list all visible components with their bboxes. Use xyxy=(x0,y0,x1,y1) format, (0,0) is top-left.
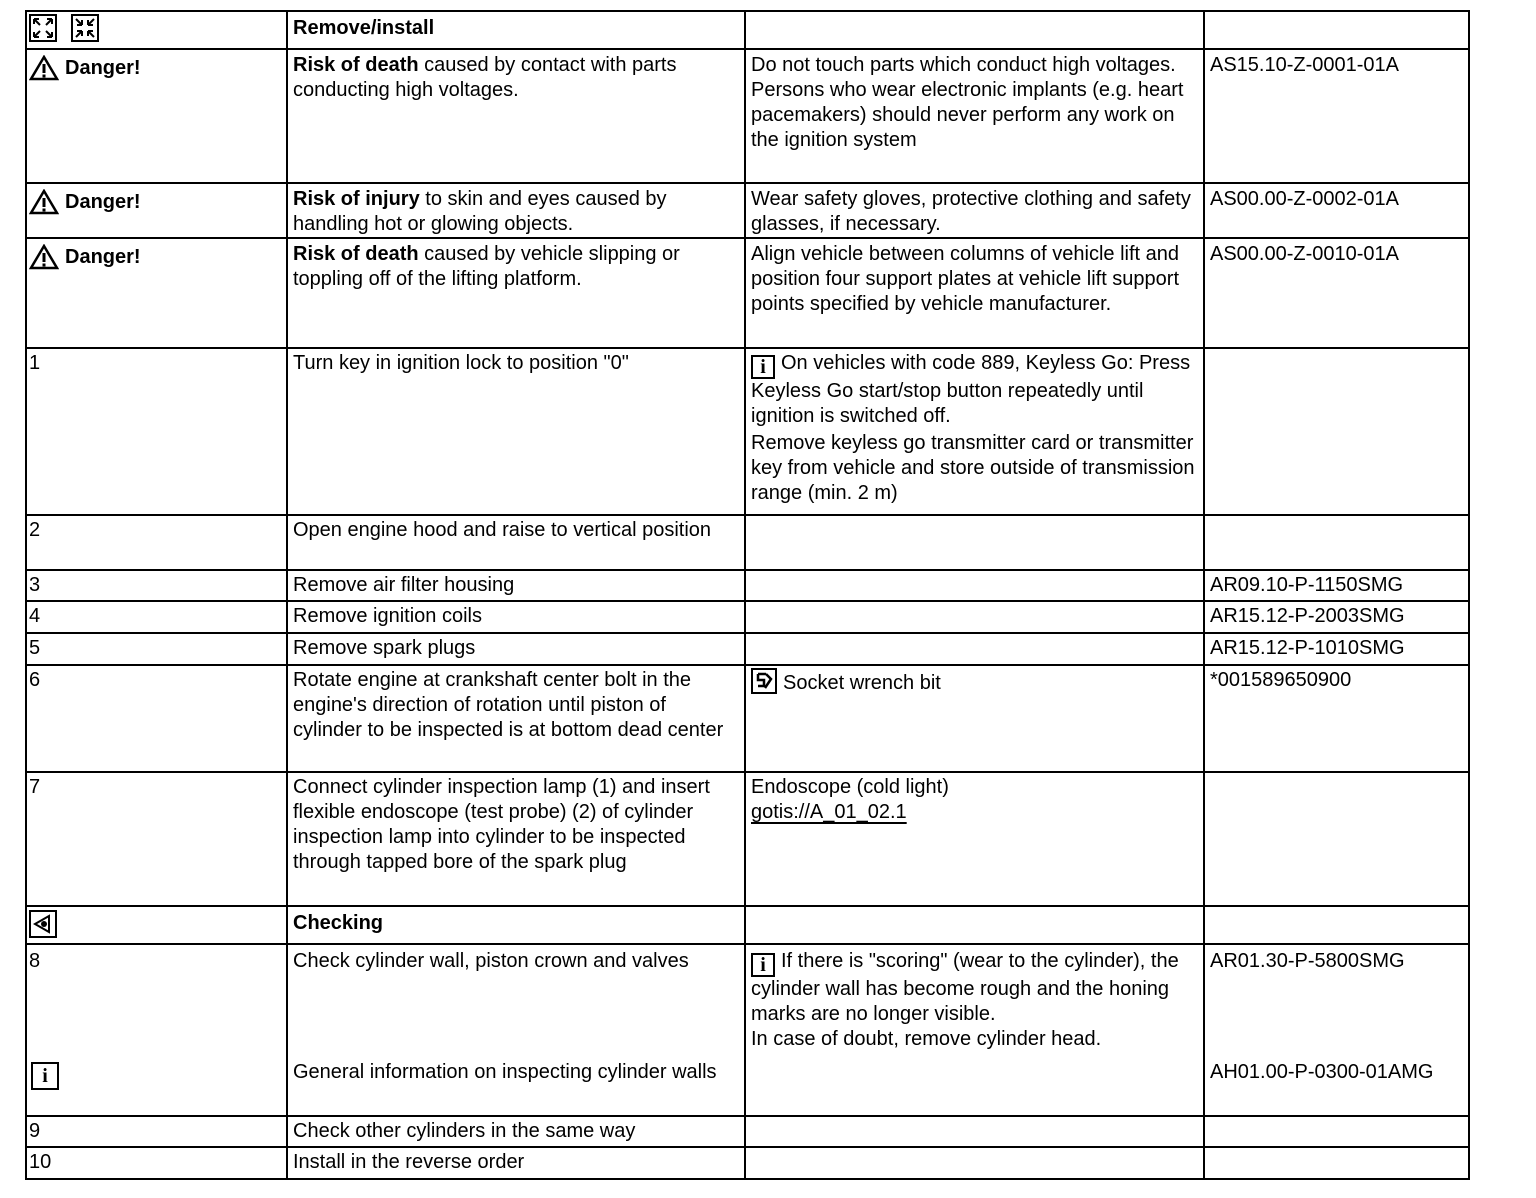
step-number: 10 xyxy=(26,1147,287,1179)
header-row xyxy=(26,11,1469,49)
empty-cell xyxy=(745,1116,1204,1147)
reference-link[interactable]: AS00.00-Z-0010-01A xyxy=(1204,238,1469,348)
reference-link[interactable]: AR15.12-P-2003SMG xyxy=(1204,601,1469,633)
checking-row xyxy=(26,906,1469,944)
step-row xyxy=(26,515,1469,570)
empty-cell xyxy=(745,570,1204,601)
section-title: Remove/install xyxy=(287,11,745,49)
danger-row xyxy=(26,183,1469,238)
step-text: Rotate engine at crankshaft center bolt in the engine's direction of rotation until piston of cylinder to be inspected is at bottom dead center xyxy=(287,665,745,772)
empty-cell xyxy=(745,633,1204,665)
empty-cell xyxy=(1204,348,1469,515)
reference-link[interactable]: AR09.10-P-1150SMG xyxy=(1204,570,1469,601)
measure-cell: Align vehicle between columns of vehicle lift and position four support plates at vehicle lift support points specified by vehicle manufacturer. xyxy=(745,238,1204,348)
danger-row xyxy=(26,238,1469,348)
empty-cell xyxy=(1204,515,1469,570)
step-row xyxy=(26,1116,1469,1147)
risk-type: Risk of death xyxy=(293,243,419,265)
risk-text: to skin and eyes caused by handling hot or glowing objects. xyxy=(293,188,667,235)
checking-icon-cell xyxy=(26,906,287,944)
empty-cell xyxy=(745,11,1204,49)
step-note-cell xyxy=(745,348,1204,515)
info-icon: i xyxy=(751,953,775,977)
step-note: On vehicles with code 889, Keyless Go: Press Keyless Go start/stop button repeatedly until ignition is switched off. xyxy=(751,352,1191,427)
info-icon: i xyxy=(31,1062,59,1090)
step-number: 3 xyxy=(26,570,287,601)
measure-cell: Do not touch parts which conduct high voltages. Persons who wear electronic implants (e.g. heart pacemakers) should never perform any work on the ignition system xyxy=(745,49,1204,183)
danger-label: Danger! xyxy=(65,56,141,79)
step-number: 8 xyxy=(29,950,41,972)
empty-cell xyxy=(1204,11,1469,49)
empty-cell xyxy=(1204,772,1469,906)
step-number: 9 xyxy=(26,1116,287,1147)
risk-type: Risk of injury xyxy=(293,188,420,210)
step-number: 1 xyxy=(26,348,287,515)
step-text: Check other cylinders in the same way xyxy=(287,1116,745,1147)
empty-cell xyxy=(745,1147,1204,1179)
empty-cell xyxy=(745,515,1204,570)
gotis-link[interactable]: gotis://A_01_02.1 xyxy=(751,801,907,823)
empty-cell xyxy=(745,601,1204,633)
step-note-cell xyxy=(745,944,1204,1116)
tool-name: Endoscope (cold light) xyxy=(751,776,949,798)
risk-text: caused by contact with parts conducting high voltages. xyxy=(293,54,677,101)
procedure-sheet xyxy=(25,10,1468,1178)
measure-cell: Wear safety gloves, protective clothing and safety glasses, if necessary. xyxy=(745,183,1204,238)
reference-cell xyxy=(1204,944,1469,1116)
procedure-table xyxy=(25,10,1470,1180)
step-text: Install in the reverse order xyxy=(287,1147,745,1179)
danger-label-cell xyxy=(26,238,287,348)
reference-link[interactable]: AS00.00-Z-0002-01A xyxy=(1204,183,1469,238)
step-text: Turn key in ignition lock to position "0" xyxy=(287,348,745,515)
empty-cell xyxy=(1204,906,1469,944)
step-row xyxy=(26,633,1469,665)
empty-cell xyxy=(1204,1147,1469,1179)
risk-cell xyxy=(287,238,745,348)
warning-triangle-icon xyxy=(29,244,59,270)
risk-cell xyxy=(287,49,745,183)
step-number: 6 xyxy=(26,665,287,772)
reference-link[interactable]: AH01.00-P-0300-01AMG xyxy=(1210,1061,1434,1083)
danger-label-cell xyxy=(26,49,287,183)
step-number-cell xyxy=(26,944,287,1116)
step-row xyxy=(26,348,1469,515)
empty-cell xyxy=(1204,1116,1469,1147)
step-number: 5 xyxy=(26,633,287,665)
step-row xyxy=(26,772,1469,906)
risk-text: caused by vehicle slipping or toppling off of the lifting platform. xyxy=(293,243,680,290)
step-text: Remove air filter housing xyxy=(287,570,745,601)
reference-link[interactable]: AS15.10-Z-0001-01A xyxy=(1204,49,1469,183)
info-icon: i xyxy=(751,355,775,379)
danger-label: Danger! xyxy=(65,245,141,268)
part-number[interactable]: *001589650900 xyxy=(1204,665,1469,772)
danger-row xyxy=(26,49,1469,183)
step-row xyxy=(26,665,1469,772)
tool-cell xyxy=(745,772,1204,906)
step-note: If there is "scoring" (wear to the cylinder), the cylinder wall has become rough and the honing marks are no longer visible. xyxy=(751,950,1179,1025)
empty-cell xyxy=(745,906,1204,944)
step-number: 7 xyxy=(26,772,287,906)
step-text: Open engine hood and raise to vertical position xyxy=(287,515,745,570)
step-text: Remove spark plugs xyxy=(287,633,745,665)
tool-icon xyxy=(751,668,777,694)
step-number: 2 xyxy=(26,515,287,570)
risk-cell xyxy=(287,183,745,238)
risk-type: Risk of death xyxy=(293,54,419,76)
danger-label: Danger! xyxy=(65,190,141,213)
install-icon xyxy=(71,14,99,42)
step-text: Remove ignition coils xyxy=(287,601,745,633)
step-row xyxy=(26,601,1469,633)
danger-label-cell xyxy=(26,183,287,238)
warning-triangle-icon xyxy=(29,55,59,81)
checking-icon xyxy=(29,910,57,938)
step-text: Connect cylinder inspection lamp (1) and insert flexible endoscope (test probe) (2) of cylinder inspection lamp into cylinder to be inspected through tapped bore of the spark plug xyxy=(287,772,745,906)
header-icons xyxy=(26,11,287,49)
step-text: Check cylinder wall, piston crown and valves xyxy=(293,950,689,972)
reference-link[interactable]: AR01.30-P-5800SMG xyxy=(1210,950,1405,972)
step-row xyxy=(26,944,1469,1116)
step-row xyxy=(26,570,1469,601)
reference-link[interactable]: AR15.12-P-1010SMG xyxy=(1204,633,1469,665)
remove-icon xyxy=(29,14,57,42)
step-text-cell xyxy=(287,944,745,1116)
step-number: 4 xyxy=(26,601,287,633)
tool-name: Socket wrench bit xyxy=(783,672,941,694)
info-text: General information on inspecting cylinder walls xyxy=(293,1061,717,1083)
warning-triangle-icon xyxy=(29,189,59,215)
step-row xyxy=(26,1147,1469,1179)
section-title: Checking xyxy=(287,906,745,944)
tool-cell xyxy=(745,665,1204,772)
step-note: In case of doubt, remove cylinder head. xyxy=(751,1028,1102,1050)
step-note: Remove keyless go transmitter card or transmitter key from vehicle and store outside of transmission range (min. 2 m) xyxy=(751,432,1195,504)
